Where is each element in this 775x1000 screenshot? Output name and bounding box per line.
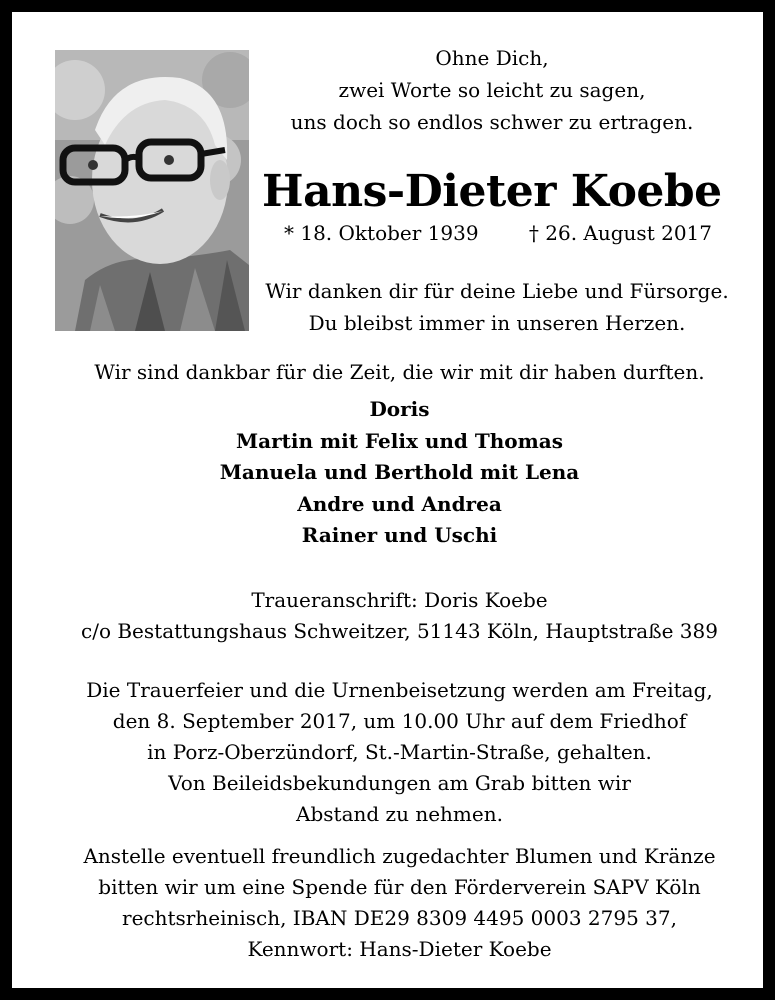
thanks-line: Du bleibst immer in unseren Herzen. (308, 311, 686, 335)
family-member: Rainer und Uschi (301, 523, 498, 547)
family-member: Andre und Andrea (297, 491, 502, 516)
ceremony-line: in Porz-Oberzündorf, St.-Martin-Straße, gehalten. (147, 740, 652, 764)
mourning-address (24, 585, 775, 647)
motto-line: Ohne Dich, (435, 46, 549, 70)
ceremony-line: Von Beileidsbekundungen am Grab bitten wir (168, 771, 631, 795)
family-list (24, 394, 775, 552)
donation-line: Anstelle eventuell freundlich zugedachter Blumen und Kränze (83, 844, 716, 868)
portrait-illustration (55, 50, 249, 331)
grateful-line: Wir sind dankbar für die Zeit, die wir mit dir haben durften. (94, 360, 705, 384)
donation-line: bitten wir um eine Spende für den Förderverein SAPV Köln (98, 875, 701, 899)
ceremony-line: Die Trauerfeier und die Urnenbeisetzung werden am Freitag, (86, 678, 713, 702)
motto-verse (262, 42, 722, 138)
family-member: Doris (369, 397, 430, 421)
death-date: † 26. August 2017 (528, 221, 712, 245)
donation-line: Kennwort: Hans-Dieter Koebe (247, 937, 552, 961)
ceremony-info (24, 675, 775, 830)
address-line: Traueranschrift: Doris Koebe (251, 588, 548, 612)
motto-line: zwei Worte so leicht zu sagen, (338, 78, 646, 102)
donation-line: rechtsrheinisch, IBAN DE29 8309 4495 0003 2795 37, (122, 906, 677, 930)
thanks-text (262, 275, 732, 339)
ceremony-line: Abstand zu nehmen. (296, 802, 503, 826)
family-member: Martin mit Felix und Thomas (235, 428, 564, 453)
thanks-line: Wir danken dir für deine Liebe und Fürsorge. (265, 279, 729, 303)
address-line: c/o Bestattungshaus Schweitzer, 51143 Köln, Hauptstraße 389 (81, 619, 718, 643)
birth-date: * 18. Oktober 1939 (284, 221, 479, 245)
motto-line: uns doch so endlos schwer zu ertragen. (290, 110, 694, 134)
donation-request (24, 841, 775, 965)
family-member: Manuela und Berthold mit Lena (219, 460, 580, 484)
deceased-name: Hans-Dieter Koebe (262, 166, 722, 217)
ceremony-line: den 8. September 2017, um 10.00 Uhr auf dem Friedhof (112, 709, 687, 733)
portrait-photo (55, 50, 249, 331)
